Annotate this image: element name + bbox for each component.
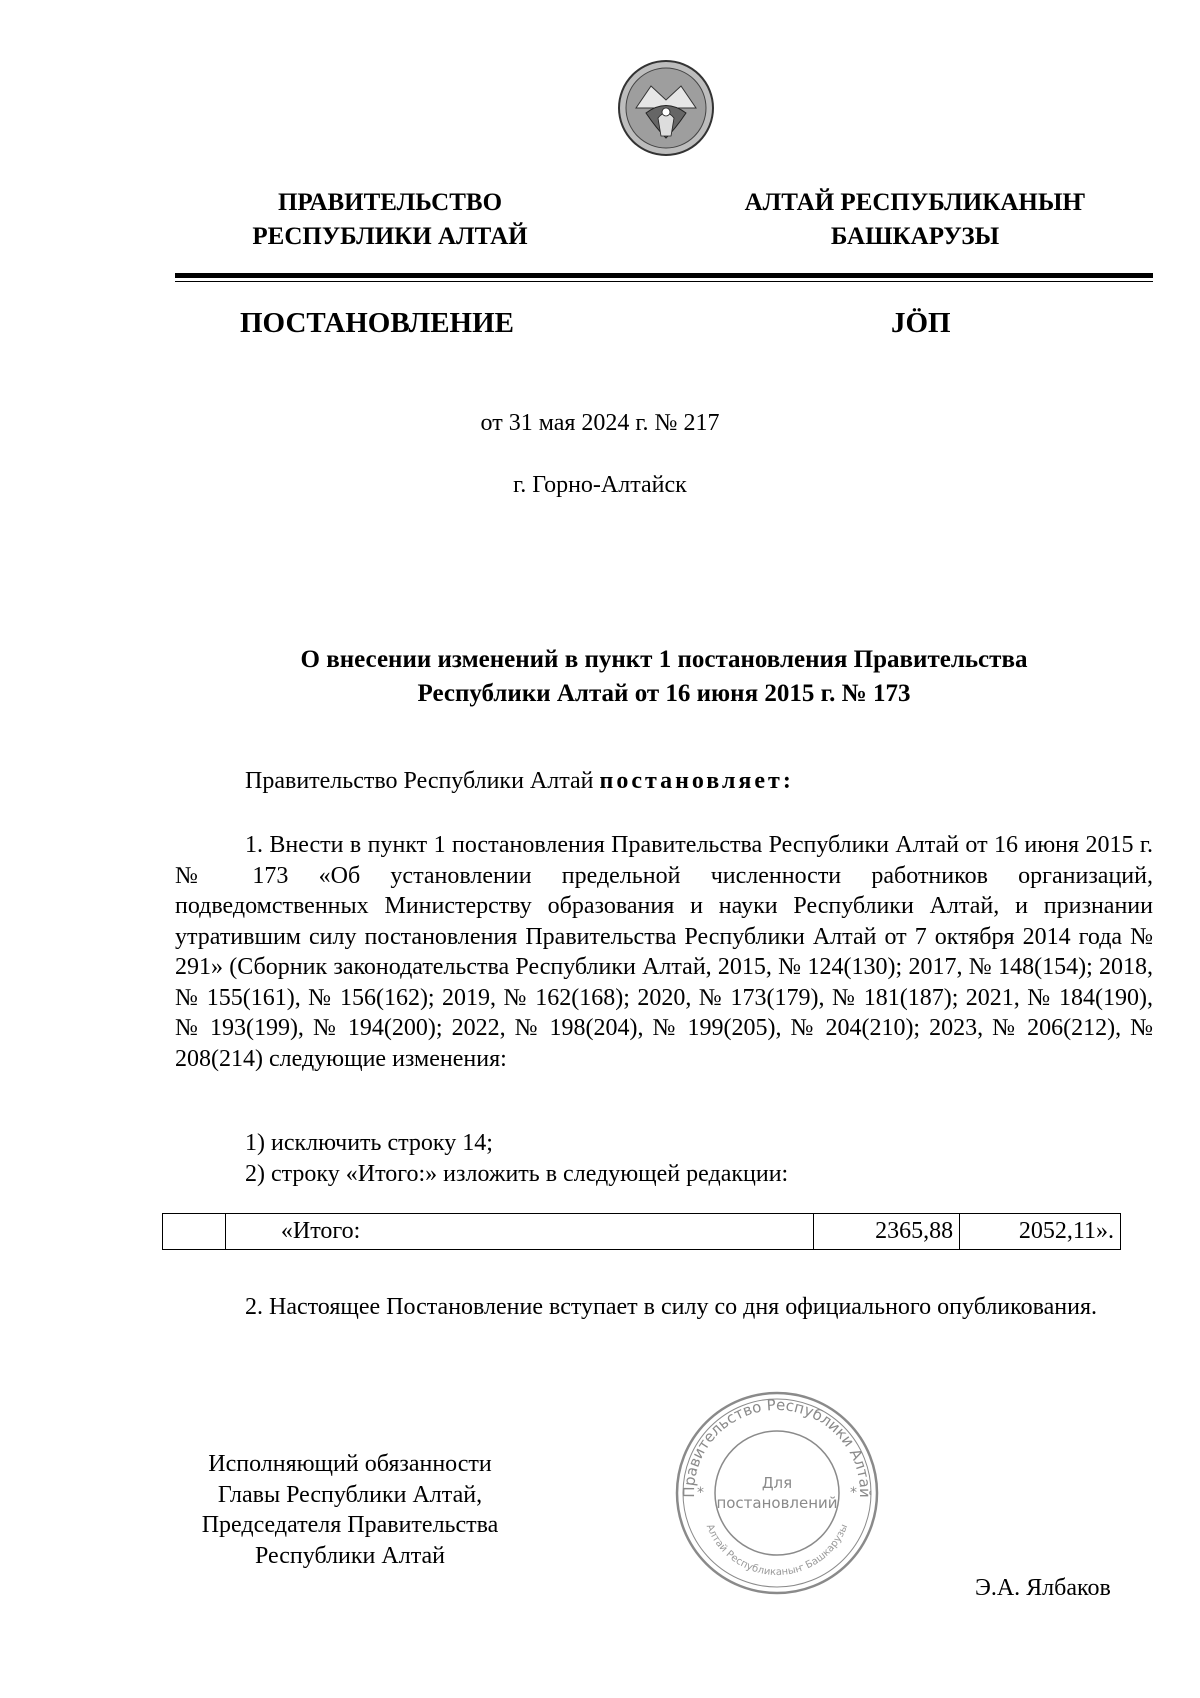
header-divider-thin (175, 281, 1153, 282)
org-name-russian-line2: РЕСПУБЛИКИ АЛТАЙ (252, 223, 528, 250)
document-title (175, 643, 1153, 711)
org-name-altai-line2: БАШКАРУЗЫ (830, 223, 1000, 250)
preamble (175, 766, 1153, 797)
svg-text:*: * (697, 1485, 704, 1501)
signatory-name: Э.А. Ялбаков (975, 1575, 1111, 1601)
doc-type-russian: ПОСТАНОВЛЕНИЕ (240, 307, 515, 339)
city: г. Горно-Алтайск (513, 472, 687, 498)
stamp-outer-text: Правительство Республики Алтай (679, 1395, 875, 1498)
org-name-altai-line1: АЛТАЙ РЕСПУБЛИКАНЫҤ (744, 189, 1086, 216)
preamble-text: Правительство Республики Алтай (245, 768, 600, 794)
table-cell-value1: 2365,88 (814, 1214, 960, 1250)
table-cell-label: «Итого: (225, 1214, 814, 1250)
stamp-center-line2: постановлений (716, 1494, 838, 1512)
document-title-line1: О внесении изменений в пункт 1 постановления Правительства (300, 646, 1028, 673)
date-and-number: от 31 мая 2024 г. № 217 (480, 410, 720, 436)
header-divider-thick (175, 273, 1153, 278)
org-name-russian-line1: ПРАВИТЕЛЬСТВО (277, 189, 503, 216)
itogo-table (162, 1213, 1121, 1250)
svg-text:*: * (850, 1485, 857, 1501)
document-title-line2: Республики Алтай от 16 июня 2015 г. № 173 (417, 680, 911, 707)
doc-type-altai: JӦП (891, 307, 951, 339)
item-1-sub-1: 1) исключить строку 14; (245, 1130, 493, 1156)
signatory-title-line4: Республики Алтай (255, 1542, 445, 1569)
coat-of-arms-emblem (616, 58, 716, 158)
signatory-title-line1: Исполняющий обязанности (208, 1451, 492, 1477)
official-stamp (672, 1388, 882, 1598)
signatory-title-line2: Главы Республики Алтай, (217, 1481, 483, 1508)
signatory-title-line3: Председателя Правительства (201, 1512, 499, 1538)
signatory-title (160, 1449, 540, 1571)
stamp-center-line1: Для (761, 1474, 793, 1492)
item-1: 1. Внести в пункт 1 постановления Правительства Республики Алтай от 16 июня 2015 г. № 173 «Об установлении предельной численности работников организаций, подведомственных Министерству образования и науки Республики Алтай, и признании утратившим силу постановления Правительства Республики Алтай от 7 октября 2014 года № 291» (Сборник законодательства Республики Алтай, 2015, № 124(130); 2017, № 148(154); 2018, № 155(161), № 156(162); 2019, № 162(168); 2020, № 173(179), № 181(187); 2021, № 184(190), № 193(199), № 194(200); 2022, № 198(204), № 199(205), № 204(210); 2023, № 206(212), № 208(214) следующие изменения: (175, 832, 1153, 1072)
item-1-sub-2: 2) строку «Итого:» изложить в следующей редакции: (245, 1161, 789, 1187)
org-name-russian (200, 186, 580, 254)
table-row (163, 1214, 1121, 1250)
table-cell-empty (163, 1214, 226, 1250)
org-name-altai (730, 186, 1100, 254)
preamble-bold: постановляет: (599, 768, 794, 794)
stamp-outer-text-2: Алтай Республиканыҥ Башкарузы (703, 1522, 851, 1579)
table-cell-value2: 2052,11». (960, 1214, 1121, 1250)
item-2: 2. Настоящее Постановление вступает в силу со дня официального опубликования. (245, 1294, 1097, 1320)
